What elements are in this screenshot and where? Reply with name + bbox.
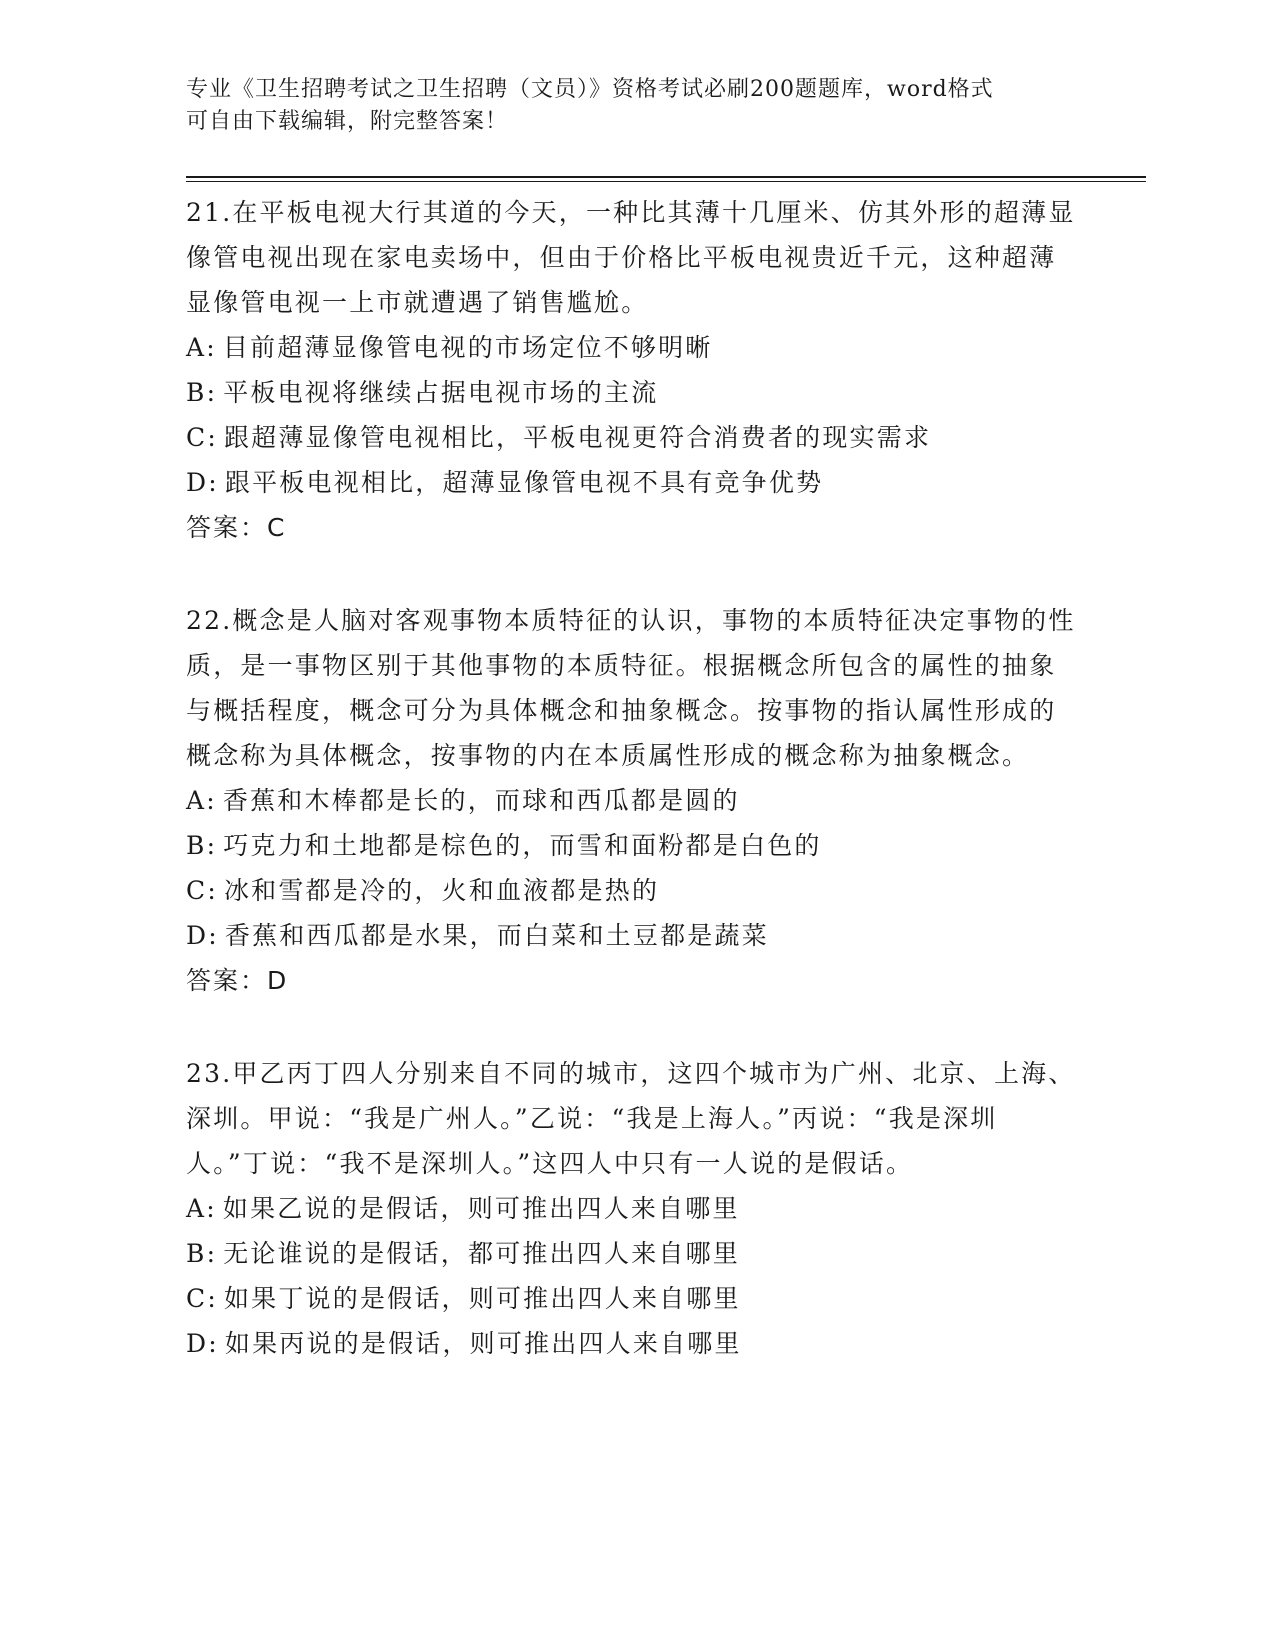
option-letter: A: [186,1194,217,1223]
answer-line: 答案：C [186,513,287,542]
option-letter: D: [186,1329,219,1358]
option-text: 如果乙说的是假话，则可推出四人来自哪里 [222,1194,740,1223]
option-d [186,913,1076,958]
option-d [186,1321,1076,1366]
option-letter: C: [186,876,218,905]
option-text: 香蕉和西瓜都是水果，而白菜和土豆都是蔬菜 [224,921,769,950]
answer-line: 答案：D [186,966,289,995]
header-rule-thin [186,181,1146,182]
option-letter: C: [186,1284,218,1313]
option-text: 无论谁说的是假话，都可推出四人来自哪里 [223,1239,741,1268]
question-list [186,190,1076,1413]
option-text: 目前超薄显像管电视的市场定位不够明晰 [222,333,713,362]
question-stem: 22.概念是人脑对客观事物本质特征的认识，事物的本质特征决定事物的性质，是一事物区别于其他事物的本质特征。根据概念所包含的属性的抽象与概括程度，概念可分为具体概念和抽象概念。按事物的指认属性形成的概念称为具体概念，按事物的内在本质属性形成的概念称为抽象概念。 [186,606,1076,770]
option-a [186,325,1076,370]
option-text: 冰和雪都是冷的，火和血液都是热的 [223,876,660,905]
option-b [186,370,1076,415]
question-stem: 23.甲乙丙丁四人分别来自不同的城市，这四个城市为广州、北京、上海、深圳。甲说：“我是广州人。”乙说：“我是上海人。”丙说：“我是深圳人。”丁说：“我不是深圳人。”这四人中只有一人说的是假话。 [186,1059,1076,1178]
option-text: 跟平板电视相比，超薄显像管电视不具有竞争优势 [224,468,824,497]
option-letter: D: [186,468,219,497]
option-d [186,460,1076,505]
option-text: 香蕉和木棒都是长的，而球和西瓜都是圆的 [222,786,740,815]
option-a [186,1186,1076,1231]
option-text: 如果丁说的是假话，则可推出四人来自哪里 [223,1284,741,1313]
option-letter: C: [186,423,218,452]
option-c [186,1276,1076,1321]
document-header [186,74,1086,138]
option-text: 跟超薄显像管电视相比，平板电视更符合消费者的现实需求 [223,423,932,452]
option-a [186,778,1076,823]
option-text: 巧克力和土地都是棕色的，而雪和面粉都是白色的 [223,831,822,860]
question-21 [186,190,1076,551]
option-letter: A: [186,333,217,362]
option-text: 平板电视将继续占据电视市场的主流 [223,378,659,407]
question-23 [186,1051,1076,1366]
question-22 [186,598,1076,1004]
header-line-2: 可自由下载编辑，附完整答案！ [186,109,509,134]
option-b [186,823,1076,868]
option-letter: B: [186,831,218,860]
option-letter: D: [186,921,219,950]
header-rule-thick [186,176,1146,178]
option-text: 如果丙说的是假话，则可推出四人来自哪里 [224,1329,742,1358]
option-c [186,868,1076,913]
question-stem: 21.在平板电视大行其道的今天，一种比其薄十几厘米、仿其外形的超薄显像管电视出现在家电卖场中，但由于价格比平板电视贵近千元，这种超薄显像管电视一上市就遭遇了销售尴尬。 [186,198,1076,317]
header-line-1: 专业《卫生招聘考试之卫生招聘（文员）》资格考试必刷200题题库，word格式 [186,77,994,102]
option-b [186,1231,1076,1276]
option-letter: A: [186,786,217,815]
option-c [186,415,1076,460]
option-letter: B: [186,378,218,407]
option-letter: B: [186,1239,218,1268]
